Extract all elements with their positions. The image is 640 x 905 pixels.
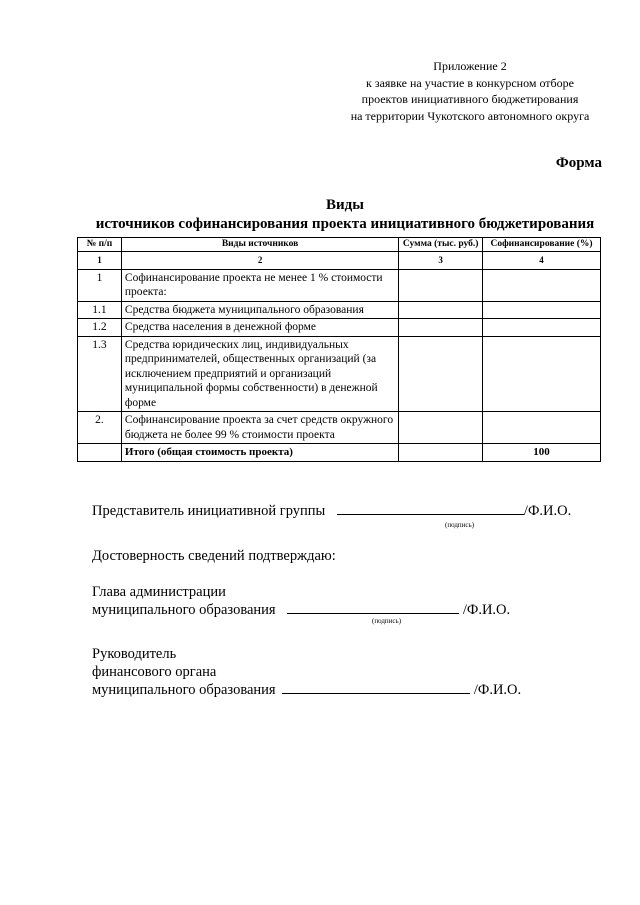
index-cell: 1: [78, 252, 122, 270]
row-name: Средства населения в денежной форме: [121, 319, 398, 337]
finance-label: Руководитель: [92, 646, 177, 662]
row-pct: [483, 269, 601, 301]
row-name: Софинансирование проекта за счет средств окружного бюджета не более 99 % стоимости проекта: [121, 412, 398, 444]
confirmation-text: Достоверность сведений подтверждаю:: [92, 548, 336, 564]
index-cell: 3: [399, 252, 483, 270]
title-line: источников софинансирования проекта инициативного бюджетирования: [95, 216, 595, 232]
podpis-caption: (подпись): [445, 521, 475, 529]
row-pct: [483, 336, 601, 412]
table-row: [78, 336, 601, 412]
row-name: Софинансирование проекта не менее 1 % стоимости проекта:: [121, 269, 398, 301]
head-signature: [92, 583, 510, 619]
sources-table: [77, 237, 601, 462]
fio-label: /Ф.И.О.: [462, 602, 511, 618]
header-sum: Сумма (тыс. руб.): [399, 238, 483, 252]
signature-line[interactable]: [287, 601, 459, 614]
total-label: Итого (общая стоимость проекта): [121, 444, 398, 462]
row-pct: [483, 319, 601, 337]
index-cell: 2: [121, 252, 398, 270]
header-pct: Софинансирование (%): [483, 238, 601, 252]
index-cell: 4: [483, 252, 601, 270]
row-name: Средства бюджета муниципального образования: [121, 301, 398, 319]
form-label: Форма: [555, 155, 602, 171]
finance-head-signature: [92, 645, 521, 699]
row-sum: [399, 412, 483, 444]
header-sources: Виды источников: [121, 238, 398, 252]
row-num: 1.3: [78, 336, 122, 412]
total-pct: 100: [483, 444, 601, 462]
title-line: Виды: [326, 197, 364, 213]
representative-signature: [92, 502, 571, 520]
row-name: Средства юридических лиц, индивидуальных предпринимателей, общественных организаций (за исключением предприятий и организаций муниципальной формы собственности) в денежной форме: [121, 336, 398, 412]
appendix-header: [330, 58, 610, 124]
appendix-line: проектов инициативного бюджетирования: [361, 92, 579, 106]
podpis-caption: (подпись): [372, 617, 402, 625]
table-row: [78, 301, 601, 319]
row-sum: [399, 301, 483, 319]
row-sum: [399, 269, 483, 301]
row-num: 1.2: [78, 319, 122, 337]
table-header-row: [78, 238, 601, 252]
row-pct: [483, 412, 601, 444]
representative-label: Представитель инициативной группы: [92, 503, 326, 519]
table-row: [78, 412, 601, 444]
finance-label: муниципального образования: [92, 682, 276, 698]
row-sum: [399, 336, 483, 412]
table-row: [78, 319, 601, 337]
appendix-line: на территории Чукотского автономного округа: [350, 108, 590, 123]
row-pct: [483, 301, 601, 319]
row-num: 1: [78, 269, 122, 301]
signature-line[interactable]: [282, 681, 470, 694]
appendix-line: к заявке на участие в конкурсном отборе: [366, 75, 574, 90]
table-row: [78, 269, 601, 301]
table-index-row: [78, 252, 601, 270]
row-num: 2.: [78, 412, 122, 444]
header-num: № п/п: [78, 238, 122, 252]
document-title: [60, 196, 630, 234]
fio-label: /Ф.И.О.: [523, 503, 572, 519]
total-sum: [399, 444, 483, 462]
table-total-row: [78, 444, 601, 462]
head-label: Глава администрации: [92, 584, 226, 600]
total-num: [78, 444, 122, 462]
finance-label: финансового органа: [92, 664, 217, 680]
signature-line[interactable]: [337, 502, 524, 515]
head-label: муниципального образования: [92, 602, 276, 618]
row-num: 1.1: [78, 301, 122, 319]
fio-label: /Ф.И.О.: [473, 682, 522, 698]
appendix-line: Приложение 2: [433, 59, 507, 73]
row-sum: [399, 319, 483, 337]
